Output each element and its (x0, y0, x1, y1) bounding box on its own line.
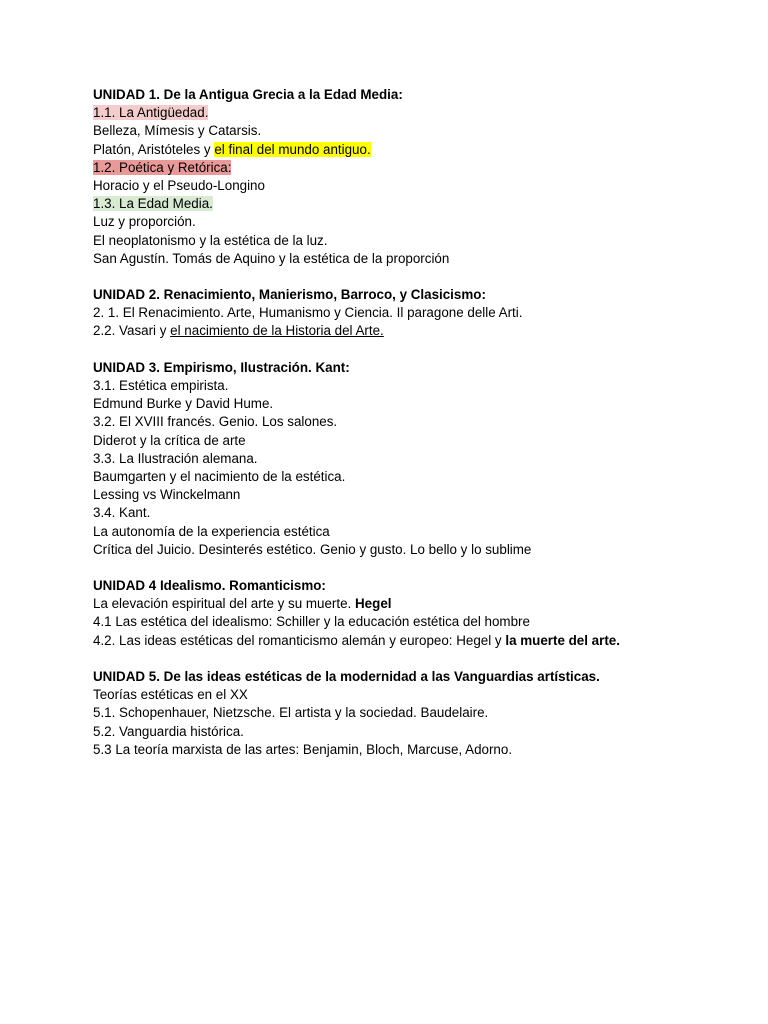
unit-4-item-3-bold: la muerte del arte. (505, 632, 620, 648)
unit-2-item-2-text: 2.2. Vasari y (93, 323, 171, 339)
unit-4-item-3 (93, 632, 733, 650)
unit-4-item-2: 4.1 Las estética del idealismo: Schiller y la educación estética del hombre (93, 614, 530, 630)
unit-3-item-2: Edmund Burke y David Hume. (93, 396, 274, 412)
unit-4-item-1-bold: Hegel (355, 596, 392, 612)
unit-2-item-2 (93, 322, 733, 340)
unit-5-item-3: 5.2. Vanguardia histórica. (93, 723, 244, 739)
unit-5-item-2: 5.1. Schopenhauer, Nietzsche. El artista y la sociedad. Baudelaire. (93, 705, 489, 721)
unit-2-item-1: 2. 1. El Renacimiento. Arte, Humanismo y Ciencia. Il paragone delle Arti. (93, 305, 523, 321)
unit-1-section-1-title: 1.1. La Antigüedad. (93, 105, 209, 121)
unit-5-item-4: 5.3 La teoría marxista de las artes: Benjamin, Bloch, Marcuse, Adorno. (93, 741, 513, 757)
unit-3-item-6: Baumgarten y el nacimiento de la estética. (93, 468, 346, 484)
spacer (93, 341, 733, 359)
unit-3-item-3: 3.2. El XVIII francés. Genio. Los salones. (93, 414, 338, 430)
unit-1-heading: UNIDAD 1. De la Antigua Grecia a la Edad Media: (93, 87, 403, 102)
unit-5-item-1: Teorías estéticas en el XX (93, 687, 248, 703)
unit-4-item-3-text: 4.2. Las ideas estéticas del romanticismo alemán y europeo: Hegel y (93, 632, 506, 648)
unit-3-item-8: 3.4. Kant. (93, 505, 151, 521)
unit-1-section-3-item-3: San Agustín. Tomás de Aquino y la estética de la proporción (93, 250, 450, 266)
unit-1-section-1-item-2 (93, 141, 733, 159)
unit-1-section-3-line (93, 195, 733, 213)
unit-1-section-2-line (93, 159, 733, 177)
unit-3-item-7: Lessing vs Winckelmann (93, 487, 241, 503)
unit-1-section-3-title: 1.3. La Edad Media. (93, 196, 213, 212)
unit-3-item-4: Diderot y la crítica de arte (93, 432, 246, 448)
spacer (93, 650, 733, 668)
unit-1-section-2-item-1: Horacio y el Pseudo-Longino (93, 177, 265, 193)
unit-5-heading: UNIDAD 5. De las ideas estéticas de la modernidad a las Vanguardias artísticas. (93, 669, 600, 684)
unit-4-item-1 (93, 595, 733, 613)
unit-1-section-1-item-1: Belleza, Mímesis y Catarsis. (93, 123, 262, 139)
unit-1-section-3-item-2: El neoplatonismo y la estética de la luz. (93, 232, 328, 248)
unit-1-section-1-item-2-highlight: el final del mundo antiguo. (214, 141, 371, 157)
unit-1-section-3-item-1: Luz y proporción. (93, 214, 196, 230)
unit-3-item-9: La autonomía de la experiencia estética (93, 523, 330, 539)
unit-3-heading: UNIDAD 3. Empirismo, Ilustración. Kant: (93, 359, 350, 375)
unit-2-heading: UNIDAD 2. Renacimiento, Manierismo, Barroco, y Clasicismo: (93, 287, 486, 303)
spacer (93, 268, 733, 286)
unit-1-section-1-item-2-text: Platón, Aristóteles y (93, 141, 215, 157)
unit-2-item-2-underlined: el nacimiento de la Historia del Arte. (170, 323, 384, 339)
unit-3-item-5: 3.3. La Ilustración alemana. (93, 450, 258, 466)
unit-1-section-1-line (93, 104, 733, 122)
unit-1-section-2-title: 1.2. Poética y Retórica: (93, 159, 232, 175)
unit-4-heading: UNIDAD 4 Idealismo. Romanticismo: (93, 578, 326, 594)
spacer (93, 559, 733, 577)
unit-3-item-10: Crítica del Juicio. Desinterés estético. Genio y gusto. Lo bello y lo sublime (93, 541, 532, 557)
unit-3-item-1: 3.1. Estética empirista. (93, 378, 229, 393)
unit-4-item-1-text: La elevación espiritual del arte y su muerte. (93, 596, 356, 612)
document-body (93, 86, 733, 759)
